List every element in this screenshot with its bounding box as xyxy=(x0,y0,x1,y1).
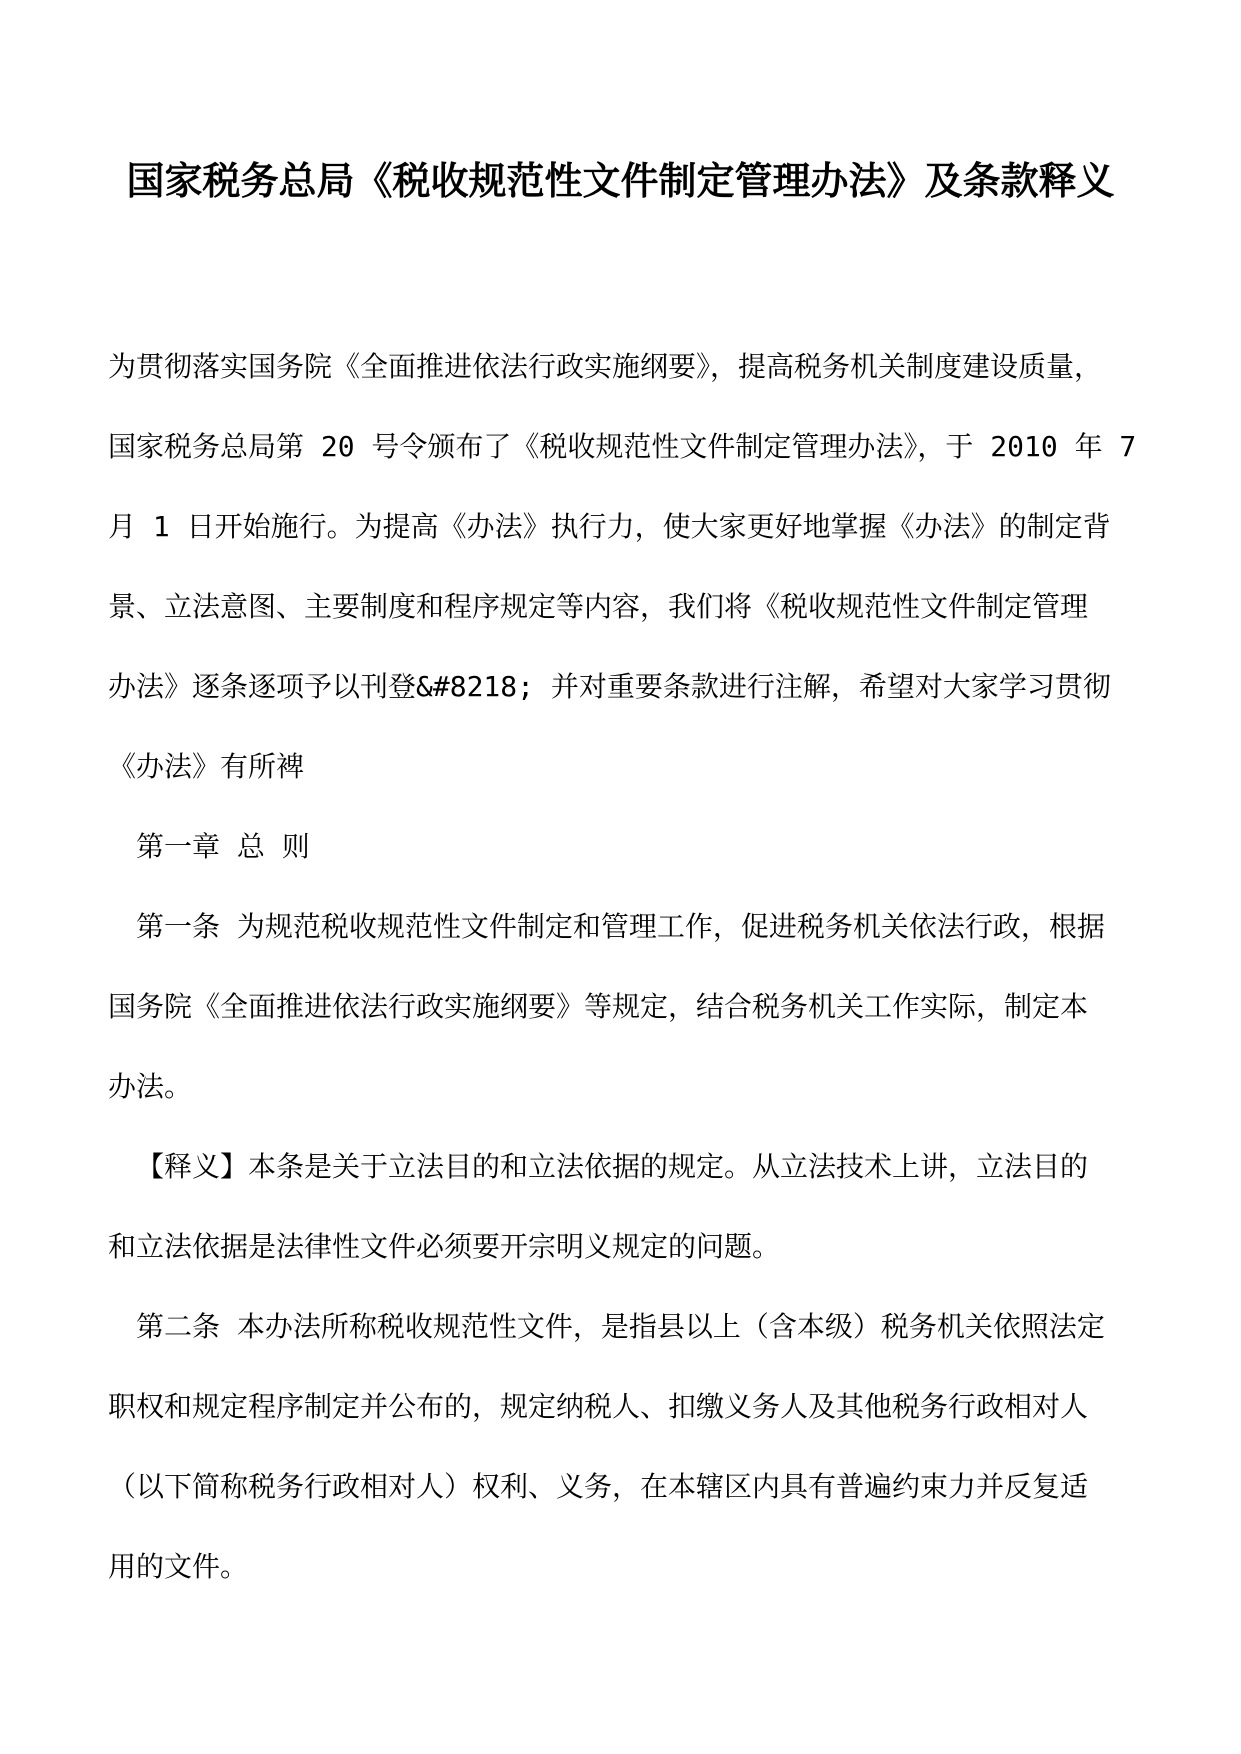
article-line: （以下简称税务行政相对人）权利、义务，在本辖区内具有普遍约束力并反复适 xyxy=(108,1470,1089,1503)
article-line: 第一条 为规范税收规范性文件制定和管理工作，促进税务机关依法行政，根据 xyxy=(136,910,1105,943)
article-line: 国务院《全面推进依法行政实施纲要》等规定，结合税务机关工作实际，制定本 xyxy=(108,990,1089,1023)
article-line: 用的文件。 xyxy=(108,1550,249,1583)
chapter-heading: 第一章 总 则 xyxy=(136,830,310,863)
paragraph-line: 景、立法意图、主要制度和程序规定等内容，我们将《税收规范性文件制定管理 xyxy=(108,590,1089,623)
article-line: 第二条 本办法所称税收规范性文件，是指县以上（含本级）税务机关依照法定 xyxy=(136,1310,1105,1343)
interpretation-line: 【释义】本条是关于立法目的和立法依据的规定。从立法技术上讲，立法目的 xyxy=(136,1150,1089,1183)
paragraph-line: 办法》逐条逐项予以刊登&#8218; 并对重要条款进行注解，希望对大家学习贯彻 xyxy=(108,670,1111,703)
paragraph-line: 为贯彻落实国务院《全面推进依法行政实施纲要》，提高税务机关制度建设质量， xyxy=(108,350,1103,383)
document-title: 国家税务总局《税收规范性文件制定管理办法》及条款释义 xyxy=(126,158,1115,203)
paragraph-line: 月 1 日开始施行。为提高《办法》执行力，使大家更好地掌握《办法》的制定背 xyxy=(108,510,1111,543)
paragraph-line: 国家税务总局第 20 号令颁布了《税收规范性文件制定管理办法》，于 2010 年 7 xyxy=(108,430,1137,463)
article-line: 办法。 xyxy=(108,1070,193,1103)
article-line: 职权和规定程序制定并公布的，规定纳税人、扣缴义务人及其他税务行政相对人 xyxy=(108,1390,1089,1423)
interpretation-line: 和立法依据是法律性文件必须要开宗明义规定的问题。 xyxy=(108,1230,781,1263)
paragraph-line: 《办法》有所裨 xyxy=(108,750,305,783)
